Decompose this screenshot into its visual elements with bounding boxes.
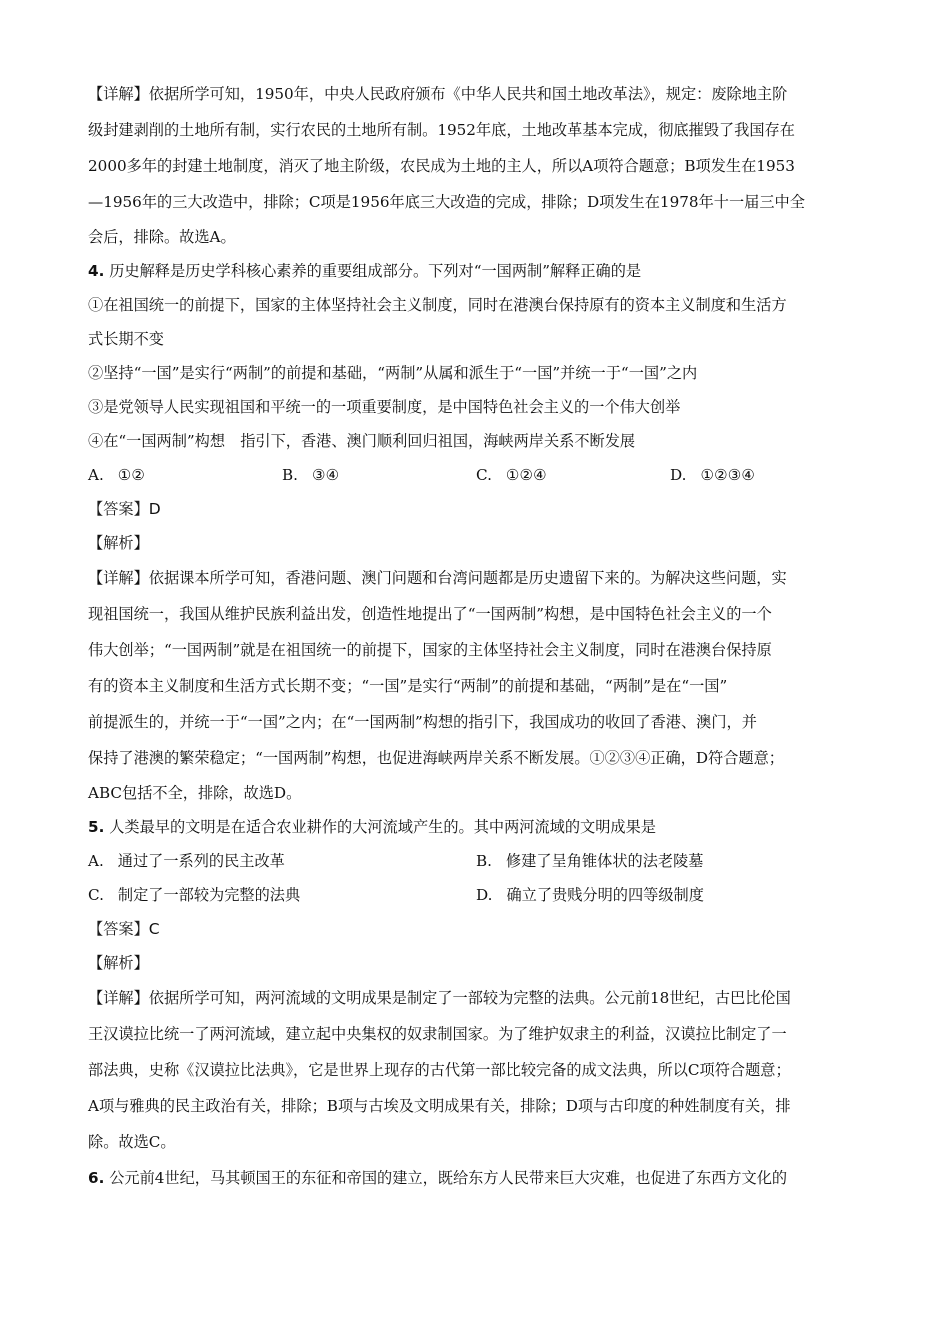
question-text: 公元前4世纪，马其顿国王的东征和帝国的建立，既给东方人民带来巨大灾难，也促进了东西方文化的 [109, 1169, 788, 1187]
detail-line: —1956年的三大改造中，排除；C项是1956年底三大改造的完成，排除；D项发生在1978年十一届三中全 [88, 193, 805, 211]
option-b: B. 修建了呈角锥体状的法老陵墓 [476, 852, 704, 870]
question-stem: 4. 历史解释是历史学科核心素养的重要组成部分。下列对“一国两制”解释正确的是 [88, 262, 642, 280]
detail-line: 王汉谟拉比统一了两河流域，建立起中央集权的奴隶制国家。为了维护奴隶主的利益，汉谟拉比制定了一 [88, 1025, 787, 1043]
statement: 式长期不变 [88, 330, 164, 348]
option-a: A. 通过了一系列的民主改革 [88, 852, 285, 870]
detail-line: 保持了港澳的繁荣稳定；“一国两制”构想，也促进海峡两岸关系不断发展。①②③④正确，D符合题意； [88, 749, 784, 767]
answer-value: C [148, 920, 160, 938]
detail-line: 【详解】依据课本所学可知，香港问题、澳门问题和台湾问题都是历史遗留下来的。为解决这些问题，实 [88, 569, 787, 587]
answer-value: D [148, 500, 161, 518]
statement: ③是党领导人民实现祖国和平统一的一项重要制度，是中国特色社会主义的一个伟大创举 [88, 398, 681, 416]
analysis-tag: 【解析】 [88, 534, 149, 552]
option-b: B. ③④ [282, 466, 340, 484]
detail-line: 2000多年的封建土地制度，消灭了地主阶级，农民成为土地的主人，所以A项符合题意；B项发生在1953 [88, 157, 795, 175]
answer-line [88, 912, 878, 946]
detail-line: 除。故选C。 [88, 1133, 176, 1151]
answer-tag: 【答案】 [88, 500, 149, 518]
question-5 [88, 810, 878, 1160]
options-row [88, 458, 878, 492]
question-number: 5 [88, 818, 99, 836]
analysis-tag: 【解析】 [88, 954, 149, 972]
question-6 [88, 1160, 878, 1196]
detail-line: 【详解】依据所学可知，两河流域的文明成果是制定了一部较为完整的法典。公元前18世纪，古巴比伦国 [88, 989, 791, 1007]
option-c: C. 制定了一部较为完整的法典 [88, 886, 301, 904]
question-stem: 6. 公元前4世纪，马其顿国王的东征和帝国的建立，既给东方人民带来巨大灾难，也促进了东西方文化的 [88, 1169, 788, 1187]
detail-line: 部法典，史称《汉谟拉比法典》，它是世界上现存的古代第一部比较完备的成文法典，所以C项符合题意； [88, 1061, 791, 1079]
options-row [88, 878, 878, 912]
detail-line: 有的资本主义制度和生活方式长期不变；“一国”是实行“两制”的前提和基础，“两制”是在“一国” [88, 677, 728, 695]
option-c: C. ①②④ [476, 466, 547, 484]
question-4 [88, 254, 878, 810]
question-number: 6 [88, 1169, 99, 1187]
detail-line: 级封建剥削的土地所有制，实行农民的土地所有制。1952年底，土地改革基本完成，彻底摧毁了我国存在 [88, 121, 795, 139]
document-page [88, 76, 878, 1196]
detail-line: A项与雅典的民主政治有关，排除；B项与古埃及文明成果有关，排除；D项与古印度的种姓制度有关，排 [88, 1097, 791, 1115]
question-number: 4 [88, 262, 99, 280]
question-text: 历史解释是历史学科核心素养的重要组成部分。下列对“一国两制”解释正确的是 [109, 262, 642, 280]
answer-tag: 【答案】 [88, 920, 149, 938]
detail-line: ABC包括不全，排除，故选D。 [88, 784, 302, 802]
option-a: A. ①② [88, 466, 146, 484]
statement: ②坚持“一国”是实行“两制”的前提和基础，“两制”从属和派生于“一国”并统一于“一国”之内 [88, 364, 698, 382]
question-text: 人类最早的文明是在适合农业耕作的大河流域产生的。其中两河流域的文明成果是 [109, 818, 656, 836]
intro-detail [88, 76, 878, 254]
detail-line: 伟大创举；“一国两制”就是在祖国统一的前提下，国家的主体坚持社会主义制度，同时在港澳台保持原 [88, 641, 772, 659]
option-d: D. ①②③④ [670, 466, 755, 484]
detail-line: 前提派生的，并统一于“一国”之内；在“一国两制”构想的指引下，我国成功的收回了香港、澳门，并 [88, 713, 757, 731]
question-stem: 5. 人类最早的文明是在适合农业耕作的大河流域产生的。其中两河流域的文明成果是 [88, 818, 656, 836]
statement: ④在“一国两制”构想 指引下，香港、澳门顺利回归祖国，海峡两岸关系不断发展 [88, 432, 636, 450]
detail-line: 会后，排除。故选A。 [88, 228, 236, 246]
options-row [88, 844, 878, 878]
detail-line: 现祖国统一，我国从维护民族利益出发，创造性地提出了“一国两制”构想，是中国特色社会主义的一个 [88, 605, 772, 623]
option-d: D. 确立了贵贱分明的四等级制度 [476, 886, 704, 904]
detail-line: 【详解】依据所学可知，1950年，中央人民政府颁布《中华人民共和国土地改革法》，规定：废除地主阶 [88, 85, 788, 103]
answer-line [88, 492, 878, 526]
statement: ①在祖国统一的前提下，国家的主体坚持社会主义制度，同时在港澳台保持原有的资本主义制度和生活方 [88, 296, 787, 314]
